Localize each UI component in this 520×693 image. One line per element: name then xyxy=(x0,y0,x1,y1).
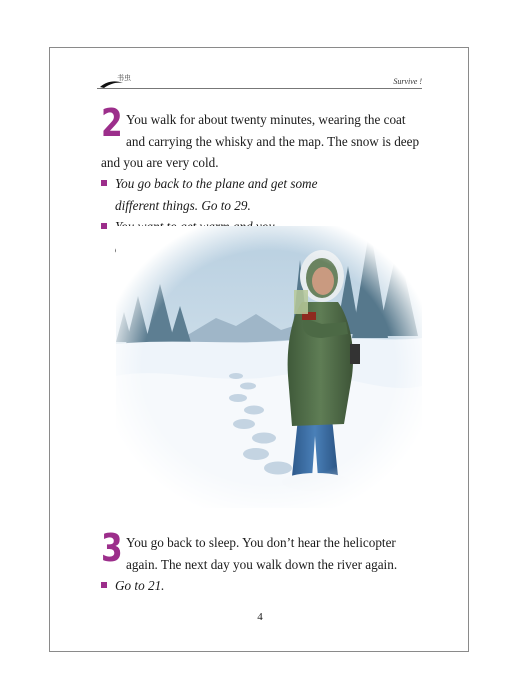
choice-1-line-2: different things. Go to 29. xyxy=(115,197,251,213)
snow-walker-illustration xyxy=(116,226,422,508)
running-header-title: Survive ! xyxy=(393,77,422,86)
section3-line-2: again. The next day you walk down the river again. xyxy=(126,556,398,572)
section3-line-1: You go back to sleep. You don’t hear the helicopter xyxy=(126,535,396,550)
header-rule xyxy=(97,88,422,89)
choice-bullet xyxy=(101,582,107,588)
section2-line-2: and carrying the whisky and the map. The snow is deep xyxy=(126,133,420,149)
header-logo-text: 书虫 xyxy=(117,74,131,82)
section2-line-1: You walk for about twenty minutes, wearing the coat xyxy=(126,112,406,127)
choice-bullet xyxy=(101,180,107,186)
section-number-3: 3 xyxy=(101,526,123,570)
choice-bullet xyxy=(101,223,107,229)
page-number: 4 xyxy=(257,611,263,623)
section3-choice: Go to 21. xyxy=(115,578,165,593)
section2-line-3: and you are very cold. xyxy=(101,155,219,170)
choice-1-line-1: You go back to the plane and get some xyxy=(115,176,318,191)
section-number-2: 2 xyxy=(101,101,123,145)
